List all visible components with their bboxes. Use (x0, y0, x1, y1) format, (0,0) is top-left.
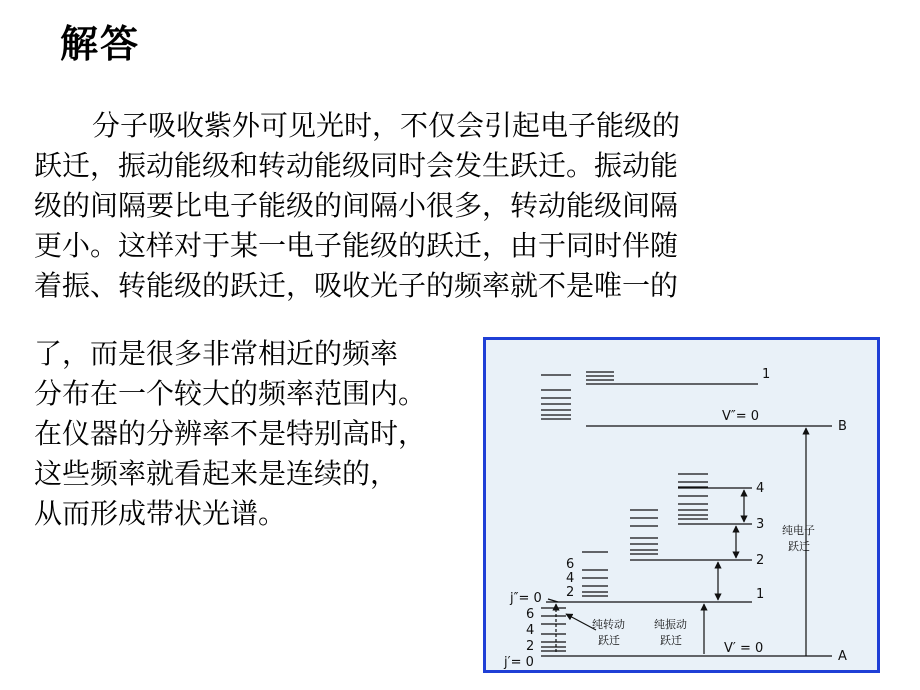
explanation-paragraph (34, 106, 754, 306)
paragraph-line: 着振、转能级的跃迁，吸收光子的频率就不是唯一的 (34, 269, 679, 302)
rot-stack-upper-v1 (586, 372, 614, 380)
label-B: B (838, 419, 847, 434)
rot-stack-v3 (678, 496, 708, 519)
rot-stack-v1 (582, 552, 608, 596)
side-paragraph (34, 334, 426, 534)
rot-lower-label-2: 2 (526, 639, 535, 654)
label-level-2: 2 (756, 553, 765, 568)
rot-lower-label-6: 6 (526, 607, 535, 622)
label-level-3: 3 (756, 517, 765, 532)
label-level-1: 1 (756, 587, 765, 602)
paragraph-line: 分子吸收紫外可见光时，不仅会引起电子能级的 (92, 109, 681, 142)
rot-stack-v0 (541, 608, 566, 651)
label-v-lower: V′ = 0 (724, 641, 764, 656)
side-line: 了，而是很多非常相近的频率 (34, 337, 399, 370)
rotational-transition-label: 跃迁 (598, 634, 620, 647)
rot-upper-label-4: 4 (566, 571, 575, 586)
label-j-lower: j′= 0 (504, 655, 534, 670)
electronic-transition-label: 跃迁 (788, 540, 810, 553)
rotational-transition-label: 纯转动 (592, 618, 625, 631)
energy-level-diagram (483, 337, 880, 673)
paragraph-line: 级的间隔要比电子能级的间隔小很多，转动能级间隔 (34, 189, 679, 222)
page-title: 解答 (60, 22, 141, 66)
energy-level-svg (486, 340, 877, 670)
vibrational-transition-label: 纯振动 (654, 618, 687, 631)
side-line: 从而形成带状光谱。 (34, 497, 287, 530)
label-v-upper: V″= 0 (722, 409, 760, 424)
paragraph-line: 跃迁，振动能级和转动能级同时会发生跃迁。振动能 (34, 149, 679, 182)
side-line: 在仪器的分辨率不是特别高时， (34, 417, 427, 450)
label-j-upper: j″= 0 (510, 591, 542, 606)
paragraph-line: 更小。这样对于某一电子能级的跃迁，由于同时伴随 (34, 229, 679, 262)
vibrational-transition-label: 跃迁 (660, 634, 682, 647)
electronic-transition-label: 纯电子 (782, 524, 815, 537)
rot-upper-label-2: 2 (566, 585, 575, 600)
label-level-4: 4 (756, 481, 765, 496)
side-line: 这些频率就看起来是连续的， (34, 457, 399, 490)
rot-upper-label-6: 6 (566, 557, 575, 572)
rot-stack-v4 (678, 474, 708, 487)
side-line: 分布在一个较大的频率范围内。 (34, 377, 427, 410)
rot-stack-v2 (630, 510, 658, 554)
label-A: A (838, 649, 847, 664)
label-level-1-top: 1 (762, 367, 771, 382)
rot-lower-label-4: 4 (526, 623, 535, 638)
rot-stack-upper-left (541, 390, 571, 419)
